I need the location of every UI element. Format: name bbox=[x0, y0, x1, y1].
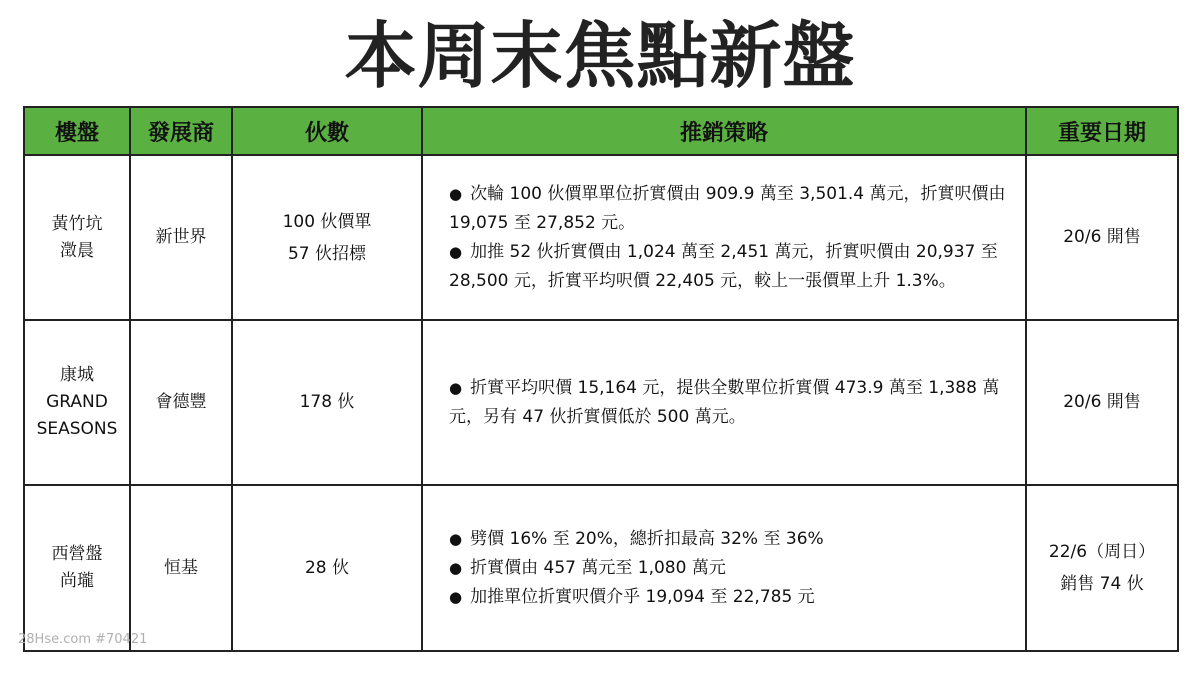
strategy-bullet bbox=[449, 374, 1011, 432]
units-cell bbox=[232, 320, 422, 485]
property-name-line: SEASONS bbox=[36, 419, 118, 439]
date-line: 20/6 開售 bbox=[1063, 392, 1141, 412]
new-property-table bbox=[23, 106, 1179, 652]
table-row bbox=[24, 155, 1178, 320]
units-cell bbox=[232, 155, 422, 320]
page-title: 本周末焦點新盤 bbox=[344, 13, 856, 98]
property-name-line: 康城 bbox=[60, 365, 94, 385]
property-name-line: 尚瓏 bbox=[60, 571, 94, 591]
strategy-text: 加推單位折實呎價介乎 19,094 至 22,785 元 bbox=[470, 586, 815, 607]
property-name-line: 澂晨 bbox=[60, 240, 94, 261]
date-cell bbox=[1026, 155, 1178, 320]
date-cell bbox=[1026, 485, 1178, 651]
bullet-icon: ● bbox=[449, 242, 463, 261]
property-name-line: GRAND bbox=[46, 392, 108, 412]
table-header-row bbox=[24, 107, 1178, 155]
property-cell bbox=[24, 155, 130, 320]
date-line: 20/6 開售 bbox=[1063, 227, 1141, 247]
strategy-cell bbox=[422, 485, 1026, 651]
strategy-text: 次輪 100 伙價單單位折實價由 909.9 萬至 3,501.4 萬元，折實呎價由 19,075 至 27,852 元。 bbox=[449, 183, 1006, 233]
strategy-bullet bbox=[449, 525, 1011, 554]
property-cell bbox=[24, 320, 130, 485]
table-row bbox=[24, 485, 1178, 651]
table-row bbox=[24, 320, 1178, 485]
strategy-bullet bbox=[449, 180, 1011, 238]
strategy-bullet bbox=[449, 583, 1011, 612]
developer-cell: 會德豐 bbox=[130, 320, 232, 485]
date-cell bbox=[1026, 320, 1178, 485]
units-line: 100 伙價單 bbox=[282, 211, 372, 232]
column-header-property: 樓盤 bbox=[24, 107, 130, 155]
developer-cell: 恒基 bbox=[130, 485, 232, 651]
property-name-line: 西營盤 bbox=[51, 544, 103, 564]
column-header-units: 伙數 bbox=[232, 107, 422, 155]
bullet-icon: ● bbox=[449, 558, 463, 577]
strategy-cell bbox=[422, 320, 1026, 485]
strategy-bullet bbox=[449, 238, 1011, 296]
units-line: 57 伙招標 bbox=[287, 243, 367, 264]
units-line: 28 伙 bbox=[304, 557, 350, 578]
developer-cell: 新世界 bbox=[130, 155, 232, 320]
strategy-text: 折實價由 457 萬元至 1,080 萬元 bbox=[470, 557, 726, 578]
property-name-line: 黃竹坑 bbox=[51, 213, 103, 234]
strategy-text: 折實平均呎價 15,164 元，提供全數單位折實價 473.9 萬至 1,388 萬元，另有 47 伙折實價低於 500 萬元。 bbox=[449, 377, 1000, 427]
bullet-icon: ● bbox=[449, 587, 463, 606]
units-cell bbox=[232, 485, 422, 651]
strategy-text: 劈價 16% 至 20%，總折扣最高 32% 至 36% bbox=[470, 528, 824, 549]
date-line: 22/6（周日） bbox=[1048, 542, 1156, 562]
column-header-date: 重要日期 bbox=[1026, 107, 1178, 155]
date-line: 銷售 74 伙 bbox=[1060, 574, 1144, 594]
bullet-icon: ● bbox=[449, 529, 463, 548]
units-line: 178 伙 bbox=[299, 392, 355, 412]
column-header-developer: 發展商 bbox=[130, 107, 232, 155]
strategy-bullet bbox=[449, 554, 1011, 583]
bullet-icon: ● bbox=[449, 184, 463, 203]
strategy-text: 加推 52 伙折實價由 1,024 萬至 2,451 萬元，折實呎價由 20,937 至 28,500 元，折實平均呎價 22,405 元，較上一張價單上升 1.3%。 bbox=[449, 241, 998, 291]
property-cell bbox=[24, 485, 130, 651]
watermark: 28Hse.com #70421 bbox=[18, 632, 148, 647]
strategy-cell bbox=[422, 155, 1026, 320]
column-header-strategy: 推銷策略 bbox=[422, 107, 1026, 155]
bullet-icon: ● bbox=[449, 378, 463, 397]
